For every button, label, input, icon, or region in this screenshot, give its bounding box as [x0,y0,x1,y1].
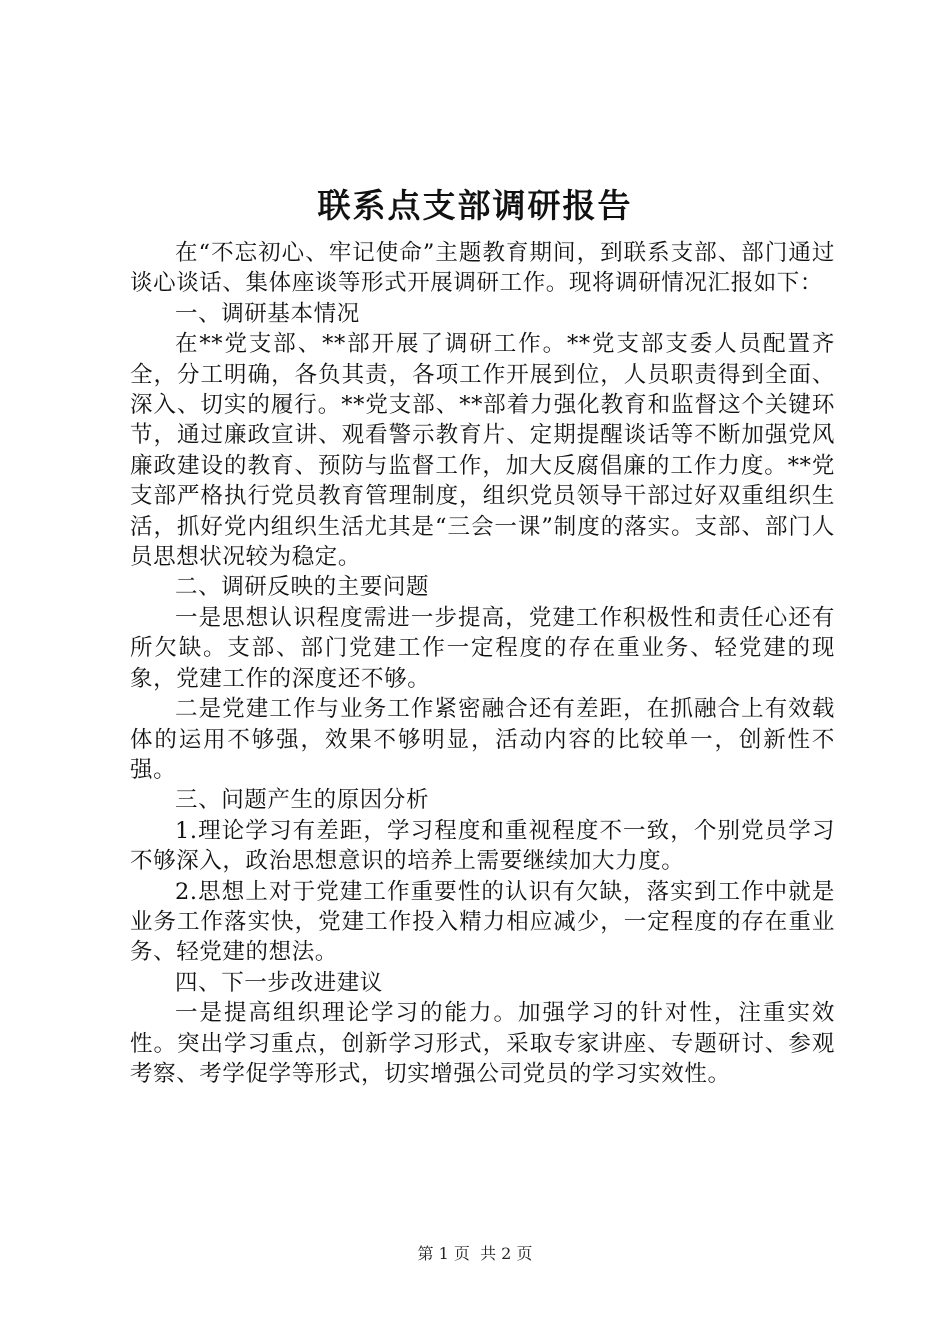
body-paragraph: 2.思想上对于党建工作重要性的认识有欠缺，落实到工作中就是业务工作落实快，党建工作投入精力相应减少，一定程度的存在重业务、轻党建的想法。 [130,878,835,966]
document-title: 联系点支部调研报告 [317,186,633,225]
page-footer [0,1243,950,1265]
section-heading-4: 四、下一步改进建议 [175,969,383,996]
body-paragraph: 在**党支部、**部开展了调研工作。**党支部支委人员配置齐全，分工明确，各负其责，各项工作开展到位，人员职责得到全面、深入、切实的履行。**党支部、**部着力强化教育和监督这个关键环节，通过廉政宣讲、观看警示教育片、定期提醒谈话等不断加强党风廉政建设的教育、预防与监督工作，加大反腐倡廉的工作力度。**党支部严格执行党员教育管理制度，组织党员领导干部过好双重组织生活，抓好党内组织生活尤其是“三会一课”制度的落实。支部、部门人员思想状况较为稳定。 [130,331,835,571]
section-heading-3: 三、问题产生的原因分析 [175,787,430,814]
body-paragraph: 一是提高组织理论学习的能力。加强学习的针对性，注重实效性。突出学习重点，创新学习形式，采取专家讲座、专题研讨、参观考察、考学促学等形式，切实增强公司党员的学习实效性。 [130,1000,835,1087]
document-body [130,238,835,1089]
body-paragraph: 1.理论学习有差距，学习程度和重视程度不一致，个别党员学习不够深入，政治思想意识的培养上需要继续加大力度。 [130,817,835,875]
body-paragraph: 二是党建工作与业务工作紧密融合还有差距，在抓融合上有效载体的运用不够强，效果不够明显，活动内容的比较单一，创新性不强。 [130,696,835,783]
section-heading-1: 一、调研基本情况 [175,300,360,327]
intro-paragraph: 在“不忘初心、牢记使命”主题教育期间，到联系支部、部门通过谈心谈话、集体座谈等形式开展调研工作。现将调研情况汇报如下： [130,240,835,297]
section-heading-2: 二、调研反映的主要问题 [175,574,430,601]
page-total: 共 2 页 [480,1244,533,1263]
page-number: 第 1 页 [417,1244,470,1263]
body-paragraph: 一是思想认识程度需进一步提高，党建工作积极性和责任心还有所欠缺。支部、部门党建工作一定程度的存在重业务、轻党建的现象，党建工作的深度还不够。 [130,604,835,692]
